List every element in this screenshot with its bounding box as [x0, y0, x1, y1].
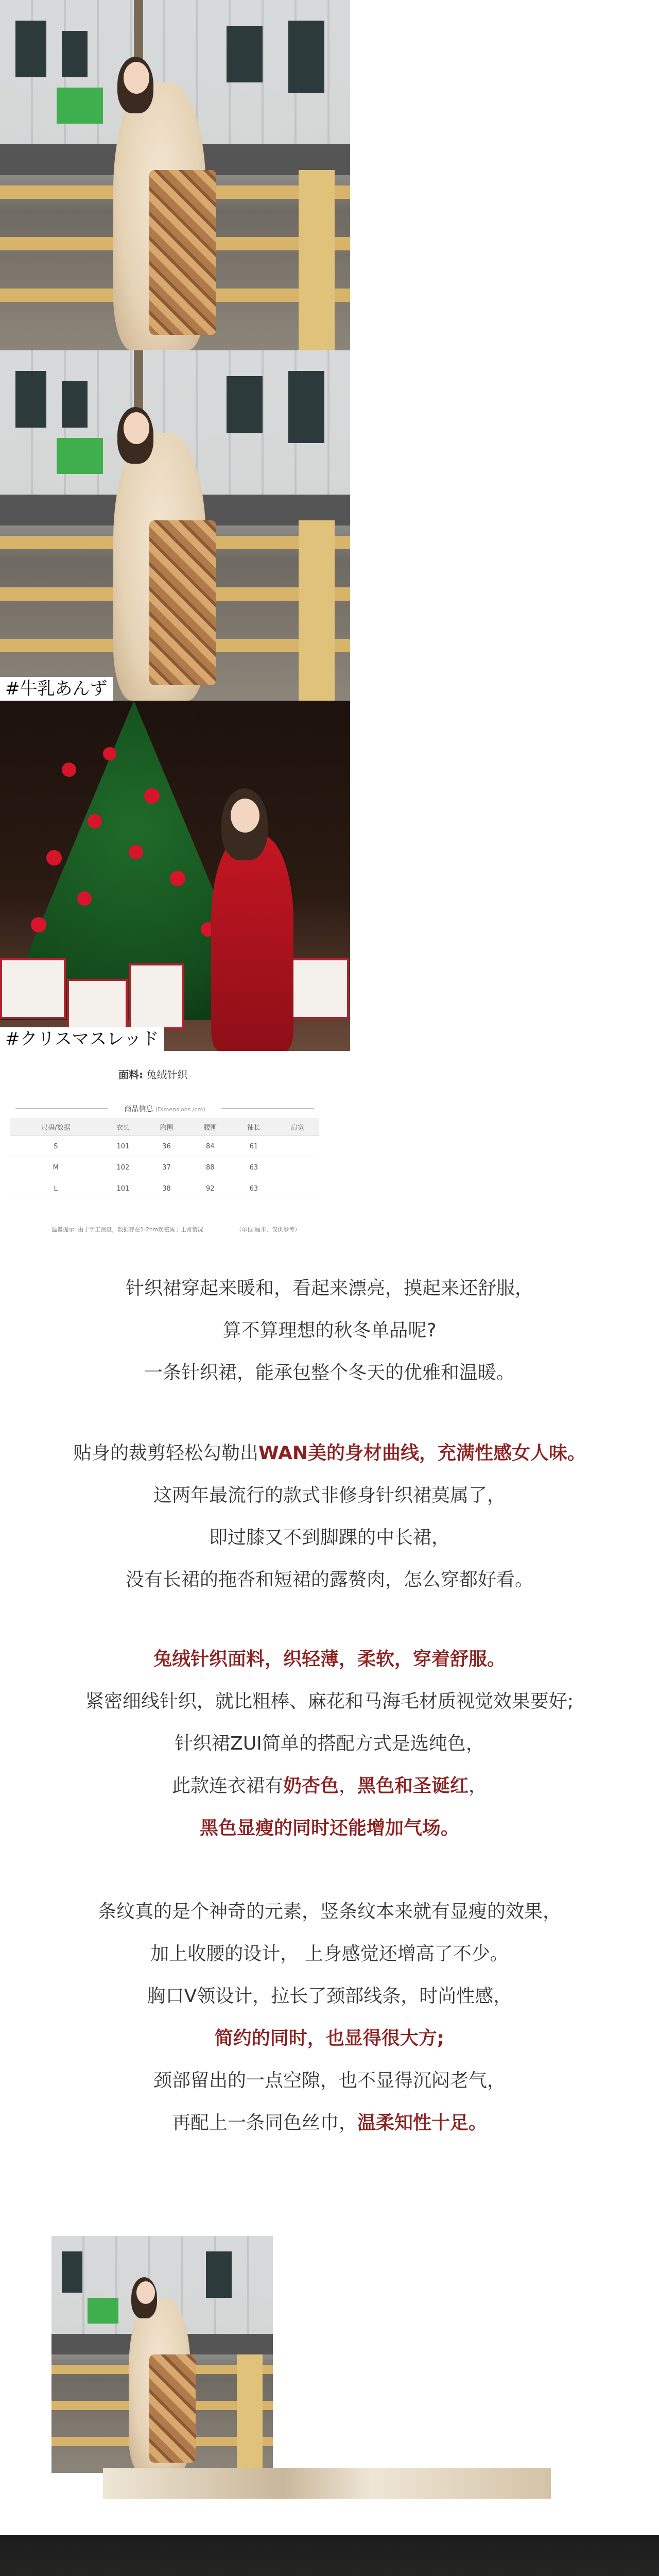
size-header-5: 肩宽	[275, 1118, 319, 1136]
description-line	[0, 2102, 659, 2144]
description-line	[0, 1975, 659, 2018]
body-text: 这两年最流行的款式非修身针织裙莫属了，	[153, 1485, 506, 1506]
size-header-0: 尺码/数据	[10, 1118, 101, 1136]
hashtag-label-2: #クリスマスレッド	[0, 1027, 164, 1051]
size-cell: L	[10, 1178, 101, 1199]
description-line	[0, 1765, 659, 1807]
highlight-text: 奶杏色	[283, 1775, 339, 1797]
product-photo-christmas	[0, 701, 350, 1051]
size-cell: 88	[188, 1157, 232, 1178]
fabric-info	[118, 1066, 187, 1081]
body-text: 加上收腰的设计， 上身感觉还增高了不少。	[150, 1943, 509, 1964]
highlight-text: 温柔知性十足。	[357, 2112, 488, 2133]
product-photo-street-1	[0, 0, 350, 350]
size-header-4: 袖长	[232, 1118, 276, 1136]
size-table-title: 商品信息 (Dimensions /cm)	[0, 1104, 330, 1114]
body-text: 此款连衣裙有	[171, 1775, 283, 1797]
body-text: 一条针织裙，能承包整个冬天的优雅和温暖。	[144, 1362, 515, 1383]
size-cell: 92	[188, 1178, 232, 1199]
size-cell: S	[10, 1136, 101, 1157]
description-line	[0, 2018, 659, 2060]
size-cell	[275, 1178, 319, 1199]
size-cell: 61	[232, 1136, 276, 1157]
body-text: ，	[469, 1775, 488, 1797]
body-text: 条纹真的是个神奇的元素，竖条纹本来就有显瘦的效果，	[97, 1901, 561, 1922]
size-cell: 38	[145, 1178, 188, 1199]
size-cell: M	[10, 1157, 101, 1178]
description-line	[0, 1933, 659, 1975]
image-strip	[103, 2468, 551, 2499]
body-text: 贴身的裁剪轻松勾勒出	[73, 1443, 258, 1464]
body-text: 即过膝又不到脚踝的中长裙，	[209, 1527, 450, 1548]
description-line	[0, 1891, 659, 1933]
body-text: 针织裙ZUI简单的搭配方式是选纯色，	[175, 1733, 484, 1754]
size-header-3: 腰围	[188, 1118, 232, 1136]
description-line	[0, 1681, 659, 1723]
size-cell: 36	[145, 1136, 188, 1157]
description-line	[0, 1638, 659, 1681]
body-text: ，	[338, 1775, 357, 1797]
description-line	[0, 1517, 659, 1559]
size-cell: 63	[232, 1178, 276, 1199]
body-text: 胸口V领设计，拉长了颈部线条，时尚性感，	[147, 1986, 512, 2007]
size-header-2: 胸围	[145, 1118, 188, 1136]
size-table	[10, 1118, 319, 1199]
product-photo-street-small	[51, 2236, 273, 2473]
size-header-1: 衣长	[101, 1118, 145, 1136]
description-line	[0, 1267, 659, 1310]
body-text: 算不算理想的秋冬单品呢?	[222, 1320, 437, 1341]
product-photo-interior	[0, 2535, 659, 2576]
body-text: 颈部留出的一点空隙，也不显得沉闷老气，	[153, 2070, 506, 2091]
size-cell: 101	[101, 1178, 145, 1199]
description-line	[0, 1352, 659, 1394]
size-table-note: 温馨提示: 由于手工测量，数据存在1-2cm误差属于正常情况 （单位:厘米，仅供参考）	[51, 1226, 301, 1233]
description-line	[0, 1807, 659, 1850]
hashtag-label-1: #牛乳あんず	[0, 677, 113, 701]
size-cell	[275, 1157, 319, 1178]
body-text: 紧密细线针织，就比粗棒、麻花和马海毛材质视觉效果要好;	[85, 1691, 574, 1712]
description-line	[0, 1432, 659, 1475]
size-cell: 63	[232, 1157, 276, 1178]
highlight-text: 简约的同时，也显得很大方;	[214, 2028, 445, 2049]
highlight-text: 黑色显瘦的同时还能增加气场。	[199, 1818, 459, 1839]
product-photo-street-2	[0, 350, 350, 701]
size-row	[10, 1178, 319, 1199]
highlight-text: WAN美的身材曲线，充满性感女人味。	[258, 1443, 586, 1464]
size-cell: 102	[101, 1157, 145, 1178]
size-row	[10, 1136, 319, 1157]
description-line	[0, 2060, 659, 2102]
size-row	[10, 1157, 319, 1178]
size-cell	[275, 1136, 319, 1157]
fabric-label: 面料:	[118, 1069, 143, 1081]
size-cell: 37	[145, 1157, 188, 1178]
size-cell: 84	[188, 1136, 232, 1157]
body-text: 再配上一条同色丝巾，	[171, 2112, 357, 2133]
description-line	[0, 1475, 659, 1517]
description-line	[0, 1559, 659, 1601]
size-cell: 101	[101, 1136, 145, 1157]
body-text: 针织裙穿起来暖和，看起来漂亮，摸起来还舒服，	[125, 1278, 533, 1299]
highlight-text: 黑色和圣诞红	[357, 1775, 469, 1797]
description-line	[0, 1310, 659, 1352]
fabric-value: 兔绒针织	[146, 1069, 188, 1081]
body-text: 没有长裙的拖沓和短裙的露赘肉，怎么穿都好看。	[125, 1569, 533, 1590]
description-line	[0, 1723, 659, 1765]
highlight-text: 兔绒针织面料，织轻薄，柔软，穿着舒服。	[153, 1649, 506, 1670]
